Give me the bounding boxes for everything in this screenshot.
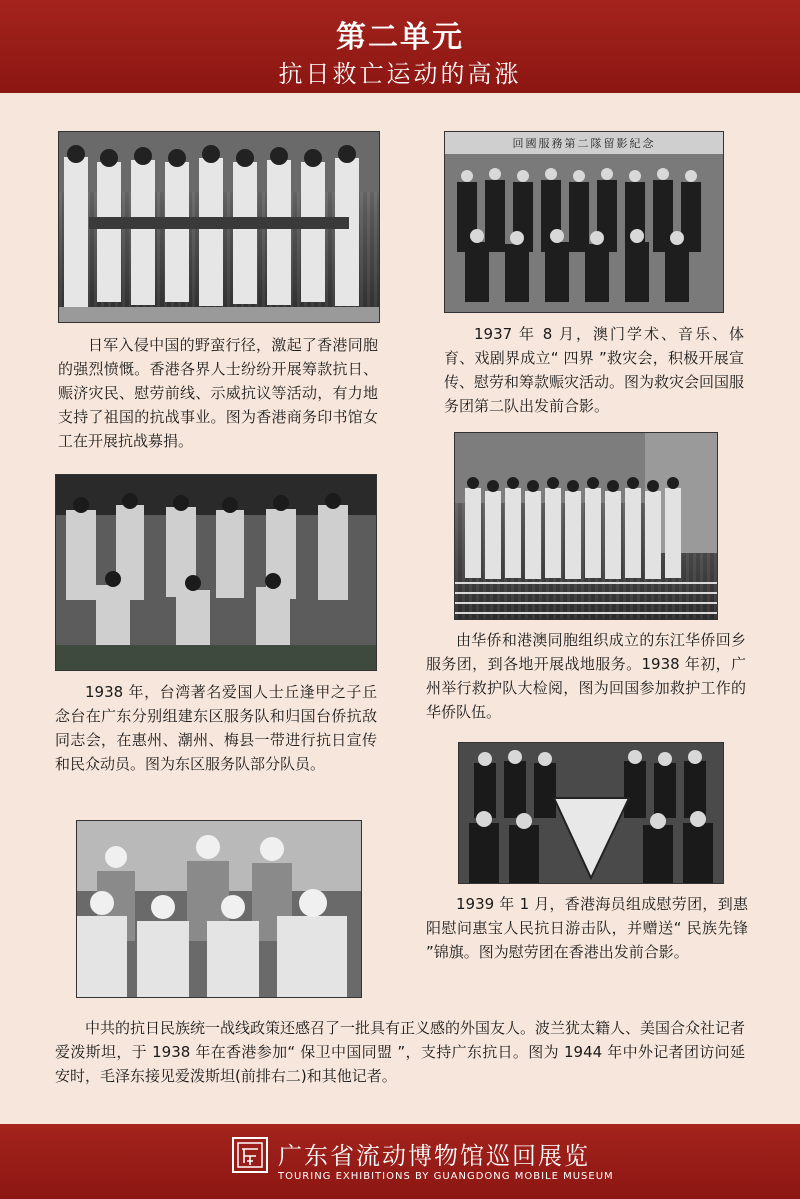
photo-yanan-journalists bbox=[76, 820, 362, 998]
photo-yanan-scene bbox=[77, 821, 361, 997]
page-footer bbox=[0, 1124, 800, 1199]
museum-name-english: TOURING EXHIBITIONS BY GUANGDONG MOBILE MUSEUM bbox=[278, 1171, 614, 1182]
museum-seal-icon bbox=[232, 1137, 268, 1173]
caption-seamen-delegation: 1939 年 1 月，香港海员组成慰劳团，到惠阳慰问惠宝人民抗日游击队，并赠送“ 民族先锋 ”锦旗。图为慰劳团在香港出发前合影。 bbox=[426, 895, 748, 961]
caption-hk-women-workers: 日军入侵中国的野蛮行径，激起了香港同胞的强烈愤慨。香港各界人士纷纷开展筹款抗日、赈济灾民、慰劳前线、示威抗议等活动，有力地支持了祖国的抗战事业。图为香港商务印书馆女工在开展抗战募捐。 bbox=[58, 336, 378, 450]
caption-taiwan-team: 1938 年，台湾著名爱国人士丘逢甲之子丘念台在广东分别组建东区服务队和归国台侨抗敌同志会，在惠州、潮州、梅县一带进行抗日宣传和民众动员。图为东区服务队部分队员。 bbox=[55, 683, 377, 773]
photo-taiwan-scene bbox=[56, 475, 376, 670]
unit-subtitle: 抗日救亡运动的高涨 bbox=[278, 60, 522, 88]
photo-macau-group bbox=[444, 131, 724, 313]
museum-name: 广东省流动博物馆巡回展览 bbox=[278, 1142, 590, 1170]
caption-macau-group: 1937 年 8 月，澳门学术、音乐、体育、戏剧界成立“ 四界 ”救灾会，积极开展宣传、慰劳和筹款赈灾活动。图为救灾会回国服务团第二队出发前合影。 bbox=[444, 325, 745, 415]
photo-taiwan-team bbox=[55, 474, 377, 671]
photo-banner-text: 回國服務第二隊留影紀念 bbox=[512, 137, 656, 150]
seal-glyph bbox=[234, 1139, 266, 1171]
unit-title: 第二单元 bbox=[336, 20, 464, 55]
photo-seamen-scene bbox=[459, 743, 723, 883]
caption-epstein: 中共的抗日民族统一战线政策还感召了一批具有正义感的外国友人。波兰犹太籍人、美国合众社记者爱泼斯坦，于 1938 年在香港参加“ 保卫中国同盟 ”，支持广东抗日。图为 1944 年中外记者团访问延安时，毛泽东接见爱泼斯坦(前排右二)和其他记者。 bbox=[55, 1019, 746, 1085]
photo-hk-women-workers bbox=[58, 131, 380, 323]
photo-icon bbox=[59, 132, 379, 322]
photo-dongjiang-scene bbox=[455, 433, 717, 619]
photo-seamen-delegation bbox=[458, 742, 724, 884]
page-header bbox=[0, 0, 800, 93]
photo-macau-scene bbox=[445, 132, 723, 312]
photo-dongjiang-team bbox=[454, 432, 718, 620]
caption-dongjiang-team: 由华侨和港澳同胞组织成立的东江华侨回乡服务团，到各地开展战地服务。1938 年初，广州举行救护队大检阅，图为回国参加救护工作的华侨队伍。 bbox=[426, 631, 746, 721]
